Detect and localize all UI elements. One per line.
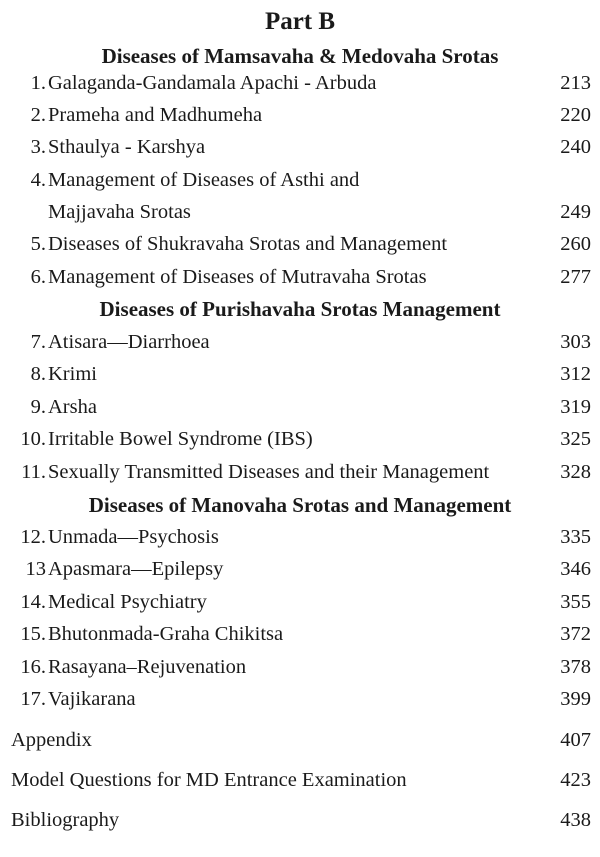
entry-number: 2.	[30, 104, 46, 126]
entry-title: Diseases of Shukravaha Srotas and Management	[48, 233, 448, 255]
entry-title: Model Questions for MD Entrance Examination	[11, 769, 407, 791]
entry-number: 4.	[30, 169, 46, 191]
entry-page: 378	[560, 656, 591, 678]
entry-page: 240	[560, 136, 591, 158]
entry-page: 328	[560, 461, 591, 483]
entry-title: Arsha	[48, 396, 97, 418]
entry-page: 277	[560, 266, 591, 288]
toc-entry-continuation[interactable]	[0, 201, 600, 231]
toc-entry[interactable]	[0, 136, 600, 166]
entry-number: 14.	[20, 591, 46, 613]
entry-title: Majjavaha Srotas	[48, 201, 191, 223]
entry-number: 9.	[30, 396, 46, 418]
entry-title: Prameha and Madhumeha	[48, 104, 263, 126]
entry-title: Unmada—Psychosis	[48, 526, 219, 548]
entry-number: 7.	[30, 331, 46, 353]
toc-entry[interactable]	[0, 72, 600, 102]
entry-title: Appendix	[11, 729, 92, 751]
entry-title: Vajikarana	[48, 688, 136, 710]
toc-entry[interactable]	[0, 558, 600, 588]
entry-title: Atisara—Diarrhoea	[48, 331, 210, 353]
entry-title: Management of Diseases of Mutravaha Srotas	[48, 266, 427, 288]
toc-entry[interactable]	[0, 331, 600, 361]
entry-title: Rasayana–Rejuvenation	[48, 656, 247, 678]
entry-title: Irritable Bowel Syndrome (IBS)	[48, 428, 313, 450]
toc-entry[interactable]	[0, 428, 600, 458]
entry-number: 15.	[20, 623, 46, 645]
toc-entry[interactable]	[0, 169, 600, 199]
entry-title: Bhutonmada-Graha Chikitsa	[48, 623, 284, 645]
entry-page: 325	[560, 428, 591, 450]
section-heading: Diseases of Manovaha Srotas and Management	[88, 493, 512, 517]
entry-number: 5.	[30, 233, 46, 255]
entry-title: Sthaulya - Karshya	[48, 136, 206, 158]
entry-number: 6.	[30, 266, 46, 288]
entry-page: 335	[560, 526, 591, 548]
toc-entry[interactable]	[0, 623, 600, 653]
entry-page: 303	[560, 331, 591, 353]
entry-title: Sexually Transmitted Diseases and their Management	[48, 461, 490, 483]
toc-entry-model-questions[interactable]	[0, 769, 600, 799]
entry-page: 260	[560, 233, 591, 255]
toc-entry[interactable]	[0, 233, 600, 263]
entry-title: Galaganda-Gandamala Apachi - Arbuda	[48, 72, 377, 94]
section-heading: Diseases of Mamsavaha & Medovaha Srotas	[101, 44, 499, 68]
toc-entry[interactable]	[0, 591, 600, 621]
entry-page: 399	[560, 688, 591, 710]
entry-number: 10.	[20, 428, 46, 450]
entry-page: 312	[560, 363, 591, 385]
toc-entry[interactable]	[0, 688, 600, 718]
entry-number: 16.	[20, 656, 46, 678]
entry-number: 17.	[20, 688, 46, 710]
toc-entry[interactable]	[0, 104, 600, 134]
entry-page: 319	[560, 396, 591, 418]
entry-title: Krimi	[48, 363, 97, 385]
part-title: Part B	[264, 8, 336, 35]
entry-title: Medical Psychiatry	[48, 591, 207, 613]
toc-entry[interactable]	[0, 363, 600, 393]
toc-entry[interactable]	[0, 266, 600, 296]
entry-page: 423	[560, 769, 591, 791]
entry-number: 3.	[30, 136, 46, 158]
entry-number: 11.	[21, 461, 46, 483]
entry-number: 13	[25, 558, 46, 580]
entry-title: Bibliography	[11, 809, 120, 831]
entry-number: 1.	[30, 72, 46, 94]
toc-entry[interactable]	[0, 526, 600, 556]
toc-entry[interactable]	[0, 656, 600, 686]
entry-title: Management of Diseases of Asthi and	[48, 169, 360, 191]
toc-entry[interactable]	[0, 461, 600, 491]
entry-page: 249	[560, 201, 591, 223]
section-heading: Diseases of Purishavaha Srotas Management	[99, 297, 501, 321]
toc-entry[interactable]	[0, 396, 600, 426]
entry-number: 12.	[20, 526, 46, 548]
entry-page: 438	[560, 809, 591, 831]
entry-page: 372	[560, 623, 591, 645]
entry-page: 355	[560, 591, 591, 613]
entry-title: Apasmara—Epilepsy	[48, 558, 224, 580]
entry-page: 213	[560, 72, 591, 94]
toc-entry-appendix[interactable]	[0, 729, 600, 759]
entry-page: 407	[560, 729, 591, 751]
toc-entry-bibliography[interactable]	[0, 809, 600, 839]
entry-page: 220	[560, 104, 591, 126]
entry-page: 346	[560, 558, 591, 580]
entry-number: 8.	[30, 363, 46, 385]
